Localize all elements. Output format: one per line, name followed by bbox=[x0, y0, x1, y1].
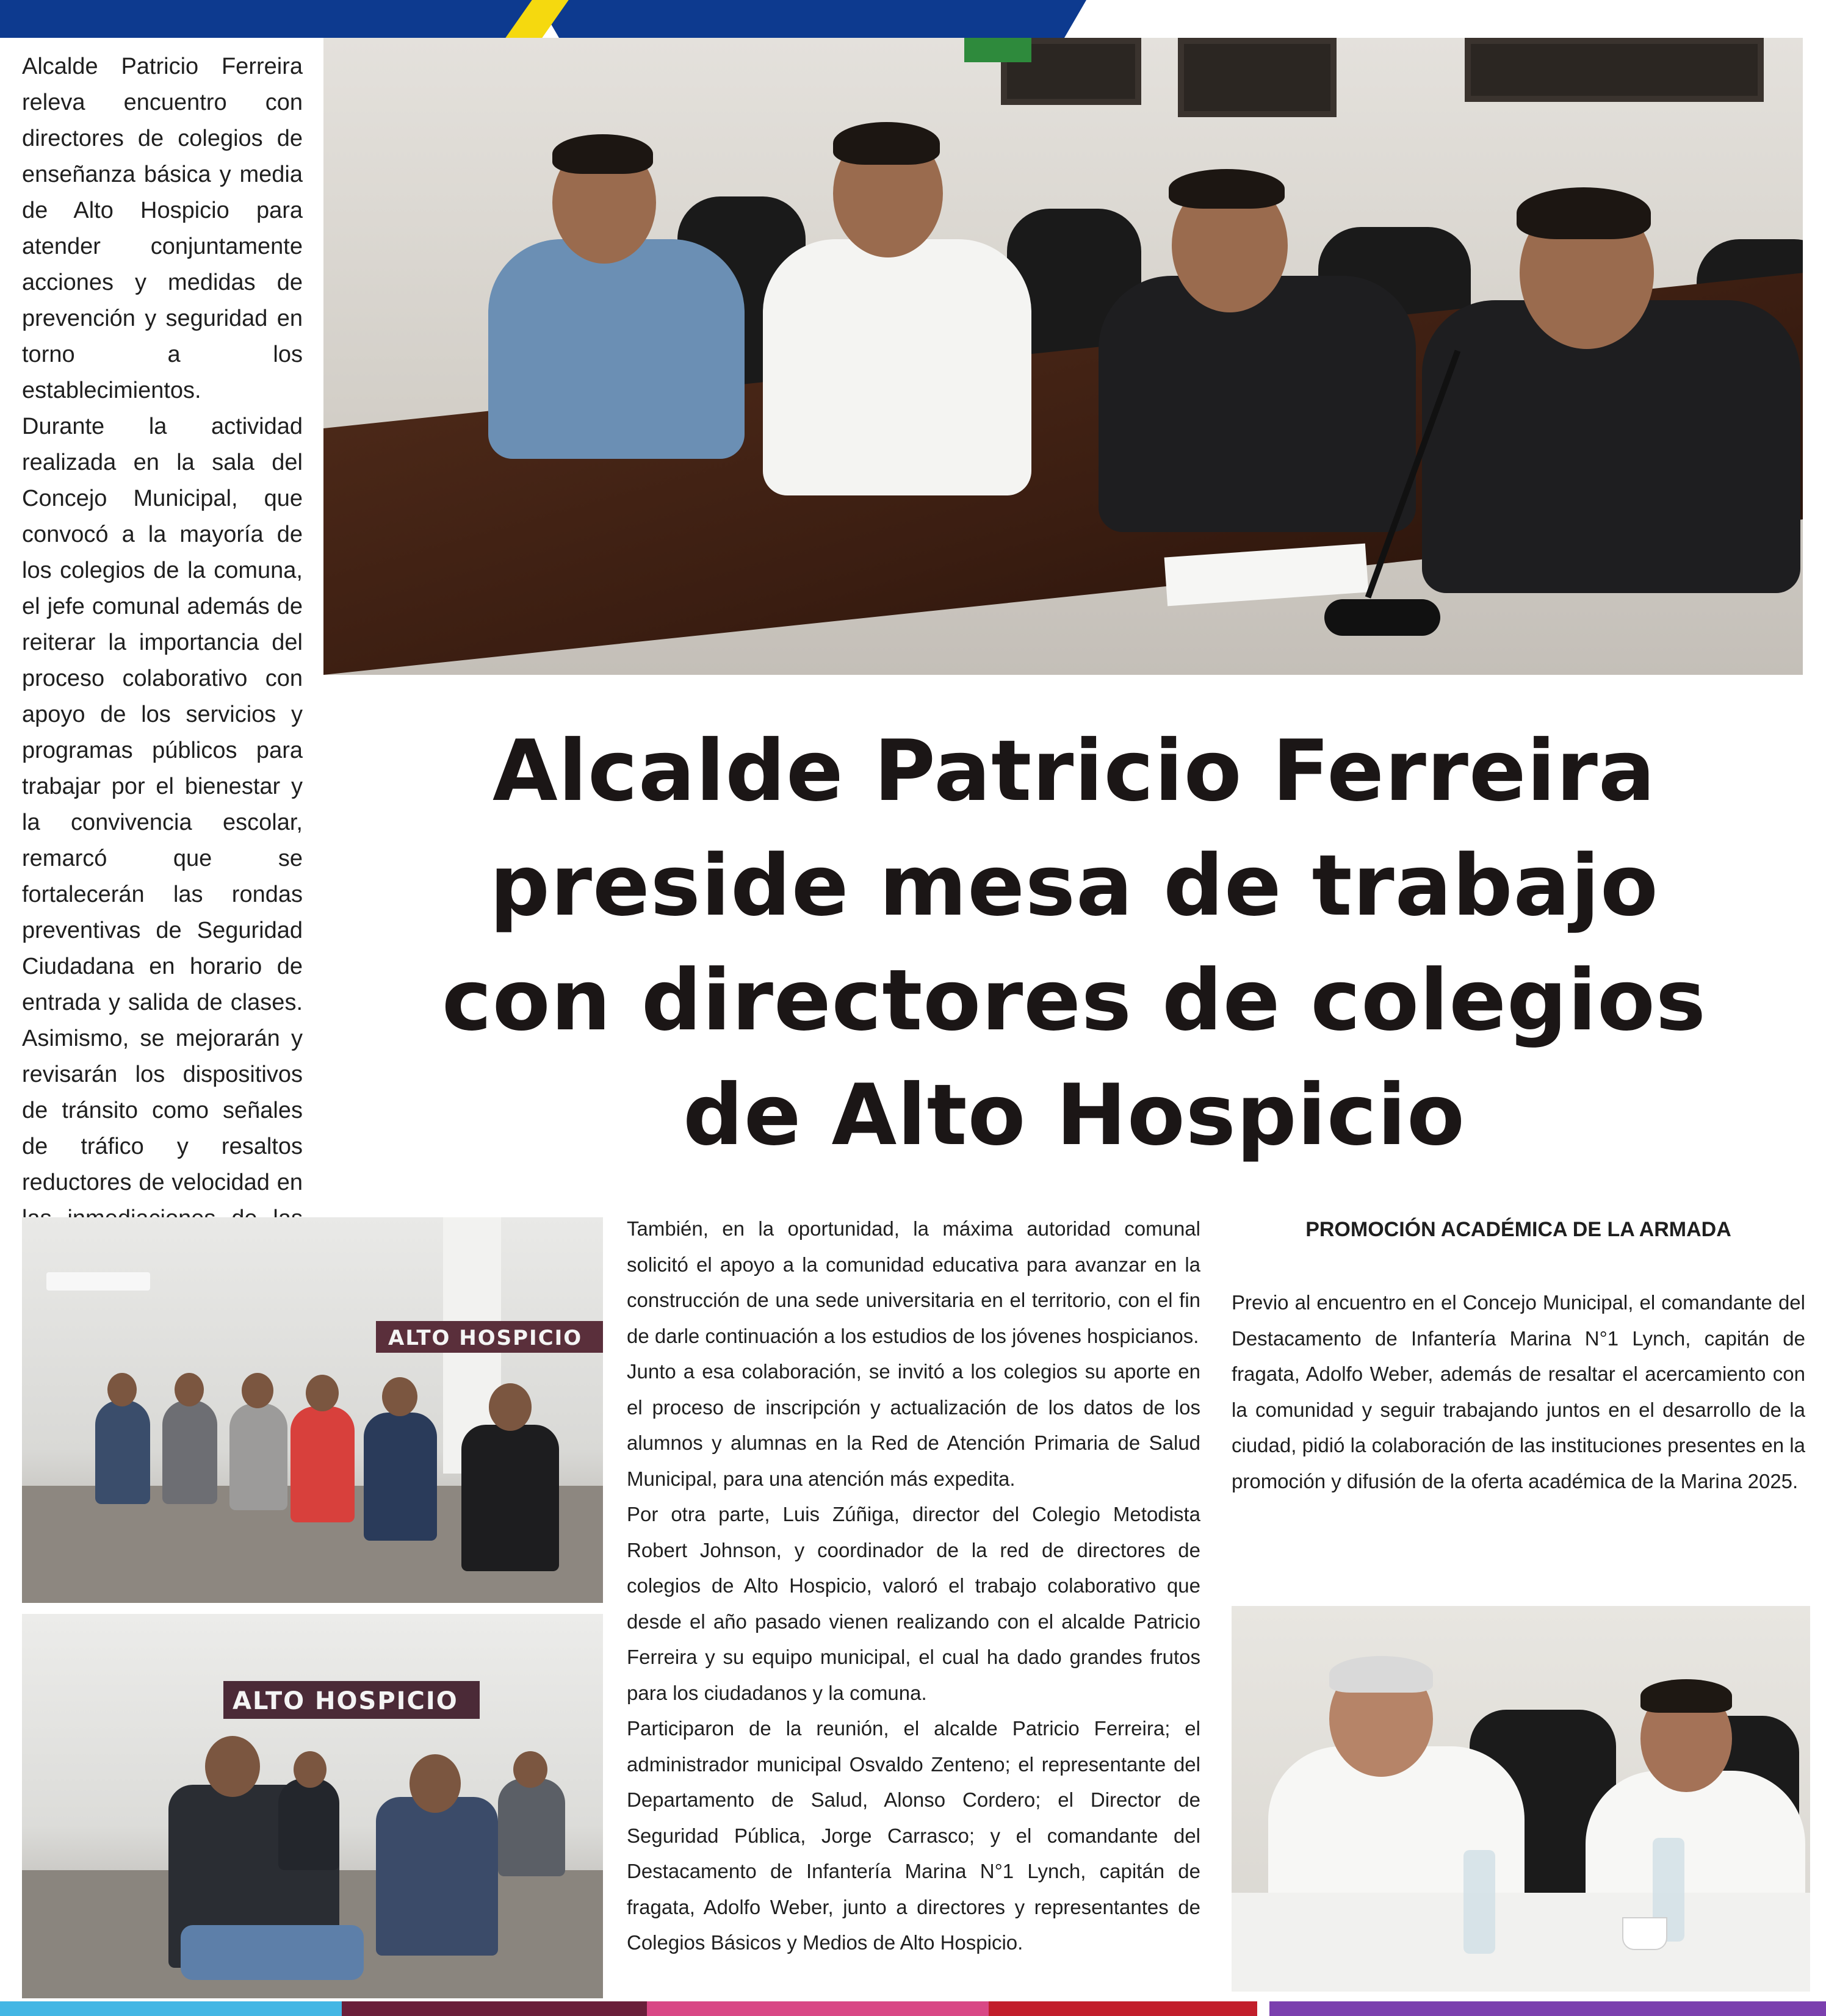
wall-frame bbox=[1465, 38, 1764, 102]
water-bottle bbox=[1463, 1850, 1495, 1954]
article-paragraph: Por otra parte, Luis Zúñiga, director del Colegio Metodista Robert Johnson, y coordinador de la red de directores de colegios de Alto Hospicio, valoró el trabajo colaborativo que desde el año pasado vienen realizando con el alcalde Patricio Ferreira y su equipo municipal, el cual ha dado grandes frutos para los ciudadanos y la comuna. bbox=[627, 1503, 1200, 1704]
meeting-photo-table bbox=[1232, 1606, 1810, 1992]
meeting-photo-main bbox=[323, 38, 1803, 675]
article-paragraph: Previo al encuentro en el Concejo Municipal, el comandante del Destacamento de Infantería Marina N°1 Lynch, capitán de fragata, Adolfo Weber, además de resaltar el acercamiento con la comunidad y seguir trabajando juntos en el desarrollo de la ciudad, pidió la colaboración de las instituciones presentes en la promoción y difusión de la oferta académica de la Marina 2025. bbox=[1232, 1291, 1805, 1492]
audience-photo-2 bbox=[22, 1614, 603, 1998]
person-silhouette bbox=[763, 239, 1031, 495]
article-paragraph: También, en la oportunidad, la máxima autoridad comunal solicitó el apoyo a la comunidad educativa para avanzar en la construcción de una sede universitaria en el territorio, con el fin de darle continuación a los estudios de los jóvenes hospicianos. bbox=[627, 1217, 1200, 1347]
lead-paragraph: Alcalde Patricio Ferreira releva encuentro con directores de colegios de enseñanza básica y media de Alto Hospicio para atender conjuntamente acciones y medidas de prevención y seguridad en torno a los establecimientos. bbox=[22, 54, 303, 403]
headline-line: preside mesa de trabajo bbox=[489, 837, 1659, 935]
microphone-base bbox=[1324, 599, 1440, 636]
headline bbox=[342, 714, 1806, 1173]
banner-blue-strip bbox=[537, 0, 1086, 38]
table-surface bbox=[1232, 1893, 1810, 1992]
headline-line: con directores de colegios bbox=[441, 951, 1706, 1049]
section-subhead: PROMOCIÓN ACADÉMICA DE LA ARMADA bbox=[1305, 1218, 1731, 1241]
article-column-right bbox=[1232, 1285, 1805, 1499]
headline-line: de Alto Hospicio bbox=[683, 1066, 1465, 1164]
lead-column bbox=[22, 49, 303, 1273]
person-silhouette bbox=[488, 239, 745, 459]
headline-line: Alcalde Patricio Ferreira bbox=[492, 722, 1656, 820]
advertisement-strip bbox=[0, 2001, 1826, 2016]
top-banner bbox=[0, 0, 1826, 38]
wall-frame bbox=[1178, 38, 1337, 117]
exit-sign bbox=[964, 38, 1031, 62]
banner-blue-block bbox=[0, 0, 537, 38]
jeans bbox=[181, 1925, 364, 1980]
audience-photo-1 bbox=[22, 1217, 603, 1603]
air-conditioner bbox=[46, 1272, 150, 1291]
coffee-cup bbox=[1622, 1917, 1667, 1950]
banner-text: ALTO HOSPICIO bbox=[233, 1687, 458, 1715]
person-silhouette bbox=[1422, 300, 1800, 593]
lead-paragraph: Durante la actividad realizada en la sala del Concejo Municipal, que convocó a la mayoría de los colegios de la comuna, el jefe comunal además de reiterar la importancia del proceso colaborativo con apoyo de los servicios y programas públicos para trabajar por el bienestar y la convivencia escolar, remarcó que se fortalecerán las rondas preventivas de Seguridad Ciudadana en horario de entrada y salida de clases. Asimismo, se mejorarán y revisarán los dispositivos de tránsito como señales de tráfico y resaltos reductores de velocidad en bbox=[22, 414, 303, 1195]
banner-text: ALTO HOSPICIO bbox=[388, 1326, 583, 1350]
article-paragraph: Junto a esa colaboración, se invitó a los colegios su aporte en el proceso de inscripción y actualización de los datos de los alumnos y alumnas en la Red de Atención Primaria de Salud Municipal, para una atención más expedita. bbox=[627, 1360, 1200, 1490]
person-silhouette bbox=[1099, 276, 1416, 532]
article-column-middle bbox=[627, 1211, 1200, 1961]
article-paragraph: Participaron de la reunión, el alcalde Patricio Ferreira; el administrador municipal Osvaldo Zenteno; el representante del Departamento de Salud, Alonso Cordero; el Director de Seguridad Pública, Jorge Carrasco; y el comandante del Destacamento de Infantería Marina N°1 Lynch, capitán de fragata, Adolfo Weber, junto a directores y representantes de Colegios Básicos y Medios de Alto Hospicio. bbox=[627, 1717, 1200, 1954]
